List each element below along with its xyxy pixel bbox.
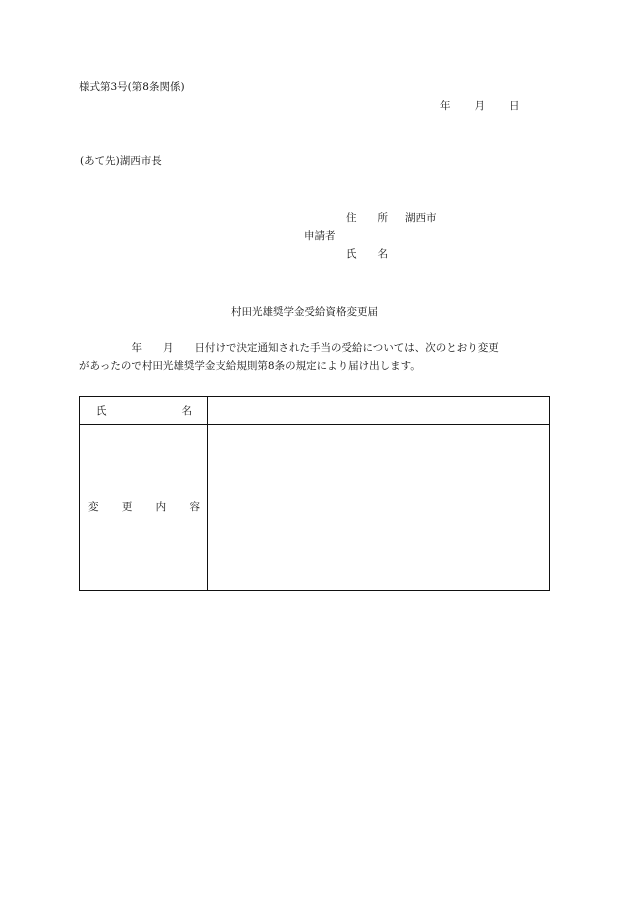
body-line-1: 年 月 日付けで決定通知された手当の受給については、次のとおり変更: [79, 342, 499, 354]
date-line: [440, 101, 520, 112]
body-line-2: があったので村田光雄奨学金支給規則第8条の規定により届け出します。: [79, 360, 421, 372]
date-day: 日: [509, 100, 520, 112]
table-change-label-char: 容: [189, 501, 200, 513]
table-name-label-char: 名: [181, 405, 192, 417]
table-name-label: [96, 406, 192, 417]
table-change-content-label: [88, 502, 200, 513]
address-label: 住 所: [346, 212, 388, 224]
change-table: [79, 396, 550, 591]
document-title: 村田光雄奨学金受給資格変更届: [231, 306, 378, 318]
table-row-divider: [80, 424, 549, 425]
applicant-label: 申請者: [304, 230, 336, 242]
addressee: (あて先)湖西市長: [80, 155, 162, 167]
date-year: 年: [440, 100, 451, 112]
date-month: 月: [474, 100, 485, 112]
table-column-divider: [207, 397, 208, 590]
table-change-label-char: 変: [88, 501, 99, 513]
table-name-label-char: 氏: [96, 405, 107, 417]
form-number: 様式第3号(第8条関係): [79, 81, 185, 93]
address-value: 湖西市: [405, 212, 437, 224]
name-label: 氏 名: [346, 248, 388, 260]
table-change-label-char: 内: [155, 501, 167, 513]
table-change-label-char: 更: [121, 501, 133, 513]
